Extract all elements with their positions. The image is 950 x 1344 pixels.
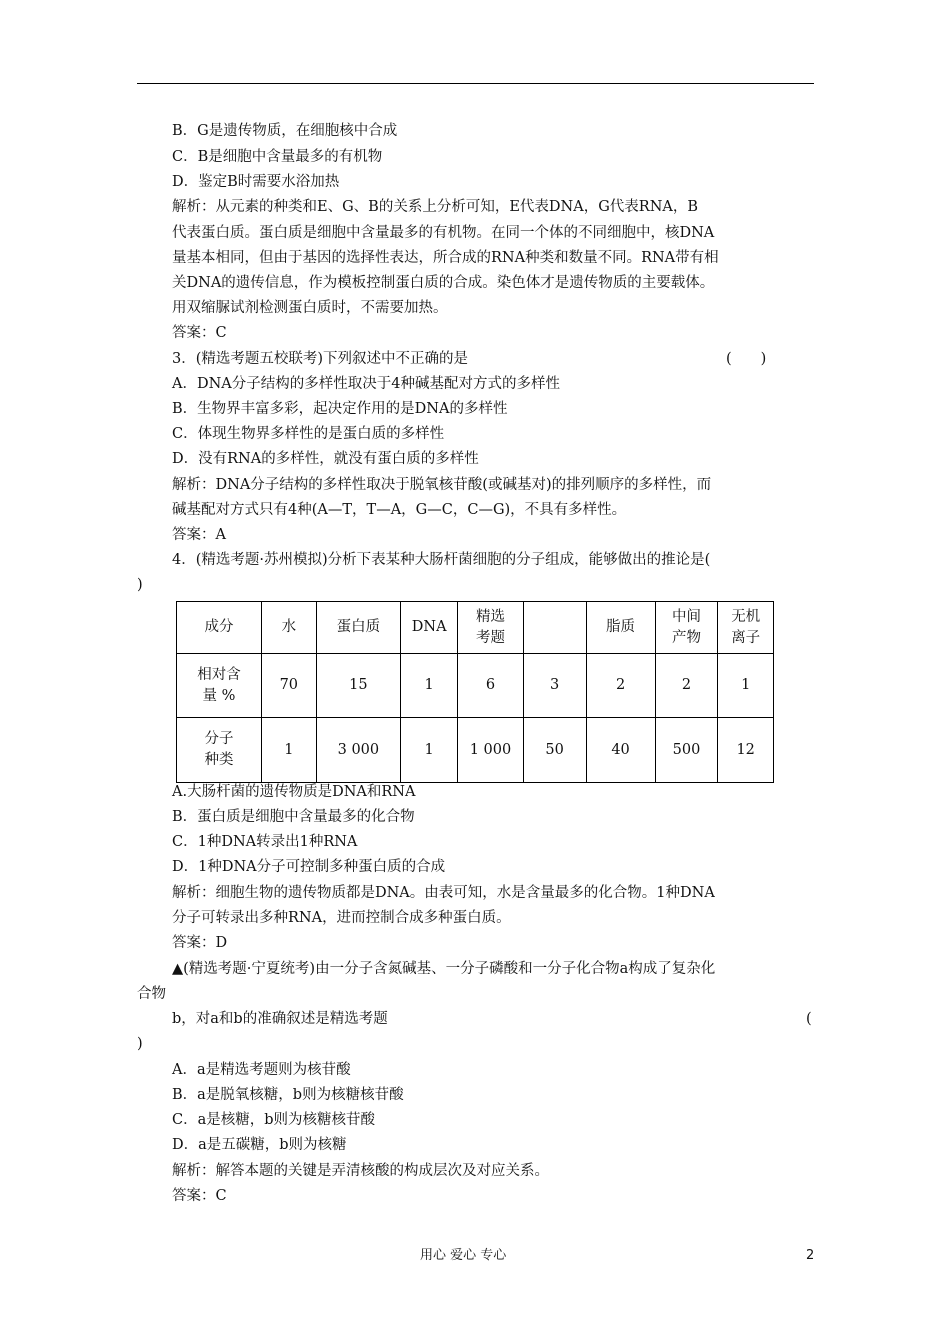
option-b: B．生物界丰富多彩，起决定作用的是DNA的多样性 (172, 401, 508, 417)
analysis-line: 解析：从元素的种类和E、G、B的关系上分析可知，E代表DNA，G代表RNA，B (172, 199, 699, 215)
table-cell: 50 (523, 718, 586, 783)
table-cell: 分子 种类 (177, 718, 262, 783)
answer-line: 答案：C (172, 325, 227, 341)
option-d: D．没有RNA的多样性，就没有蛋白质的多样性 (172, 451, 479, 467)
table-cell: 15 (316, 654, 400, 718)
question-5-stem: ▲(精选考题·宁夏统考)由一分子含氮碱基、一分子磷酸和一分子化合物a构成了复杂化 (172, 961, 716, 977)
composition-table (176, 601, 774, 783)
option-c: C．体现生物界多样性的是蛋白质的多样性 (172, 426, 445, 442)
analysis-line: 用双缩脲试剂检测蛋白质时，不需要加热。 (172, 300, 448, 316)
analysis-line: 关DNA的遗传信息，作为模板控制蛋白质的合成。染色体才是遗传物质的主要载体。 (172, 275, 715, 291)
table-cell: 6 (458, 654, 523, 718)
table-cell: 12 (718, 718, 774, 783)
answer-line: 答案：C (172, 1188, 227, 1204)
answer-paren: ( ) (726, 351, 767, 367)
table-cell: 脂质 (586, 602, 655, 654)
table-cell: 水 (261, 602, 316, 654)
table-cell: 2 (586, 654, 655, 718)
question-3-stem: 3．(精选考题五校联考)下列叙述中不正确的是 (172, 351, 469, 367)
answer-line: 答案：D (172, 935, 228, 951)
table-cell: 1 (401, 718, 458, 783)
answer-line: 答案：A (172, 527, 226, 543)
table-cell: 相对含 量 % (177, 654, 262, 718)
option-a: A．a是精选考题则为核苷酸 (172, 1062, 351, 1078)
option-b: B．蛋白质是细胞中含量最多的化合物 (172, 809, 415, 825)
analysis-line: 解析：解答本题的关键是弄清核酸的构成层次及对应关系。 (172, 1163, 549, 1179)
footer-slogan: 用心 爱心 专心 (420, 1248, 507, 1263)
question-4-paren: ) (137, 577, 143, 593)
table-cell: 40 (586, 718, 655, 783)
table-cell: 1 (401, 654, 458, 718)
option-d: D．a是五碳糖，b则为核糖 (172, 1137, 347, 1153)
option-d: D．1种DNA分子可控制多种蛋白质的合成 (172, 859, 446, 875)
answer-paren: ( (806, 1011, 812, 1027)
page-number: 2 (806, 1248, 815, 1263)
table-row (177, 602, 774, 654)
table-cell: 70 (261, 654, 316, 718)
table-cell: 成分 (177, 602, 262, 654)
table-cell: 3 000 (316, 718, 400, 783)
table-cell: 3 (523, 654, 586, 718)
table-cell: 1 (261, 718, 316, 783)
option-d: D．鉴定B时需要水浴加热 (172, 174, 340, 190)
question-4-stem: 4．(精选考题·苏州模拟)分析下表某种大肠杆菌细胞的分子组成，能够做出的推论是( (172, 552, 711, 568)
table-cell: DNA (401, 602, 458, 654)
analysis-line: 碱基配对方式只有4种(A—T，T—A，G—C，C—G)，不具有多样性。 (172, 502, 627, 518)
option-c: C．1种DNA转录出1种RNA (172, 834, 358, 850)
table-cell: 1 000 (458, 718, 523, 783)
table-cell: 中间 产物 (655, 602, 718, 654)
option-a: A．DNA分子结构的多样性取决于4种碱基配对方式的多样性 (172, 376, 560, 392)
question-5-paren: ) (137, 1036, 143, 1052)
table-row (177, 718, 774, 783)
option-c: C．a是核糖，b则为核糖核苷酸 (172, 1112, 376, 1128)
option-a: A.大肠杆菌的遗传物质是DNA和RNA (172, 784, 416, 800)
table-cell: 无机 离子 (718, 602, 774, 654)
table-cell: 蛋白质 (316, 602, 400, 654)
table-cell: 精选 考题 (458, 602, 523, 654)
analysis-line: 解析：细胞生物的遗传物质都是DNA。由表可知，水是含量最多的化合物。1种DNA (172, 885, 715, 901)
table-row (177, 654, 774, 718)
analysis-line: 代表蛋白质。蛋白质是细胞中含量最多的有机物。在同一个体的不同细胞中，核DNA (172, 225, 715, 241)
header-rule (137, 83, 814, 84)
analysis-line: 量基本相同，但由于基因的选择性表达，所合成的RNA种类和数量不同。RNA带有相 (172, 250, 719, 266)
option-c: C．B是细胞中含量最多的有机物 (172, 149, 383, 165)
option-b: B．a是脱氧核糖，b则为核糖核苷酸 (172, 1087, 404, 1103)
table-cell: 2 (655, 654, 718, 718)
analysis-line: 解析：DNA分子结构的多样性取决于脱氧核苷酸(或碱基对)的排列顺序的多样性，而 (172, 477, 712, 493)
analysis-line: 分子可转录出多种RNA，进而控制合成多种蛋白质。 (172, 910, 511, 926)
question-5-stem-cont: 合物 (137, 986, 166, 1002)
question-5-stem-cont: b，对a和b的准确叙述是精选考题 (172, 1011, 388, 1027)
option-b: B．G是遗传物质，在细胞核中合成 (172, 123, 398, 139)
table-cell: 500 (655, 718, 718, 783)
table-cell (523, 602, 586, 654)
table-cell: 1 (718, 654, 774, 718)
